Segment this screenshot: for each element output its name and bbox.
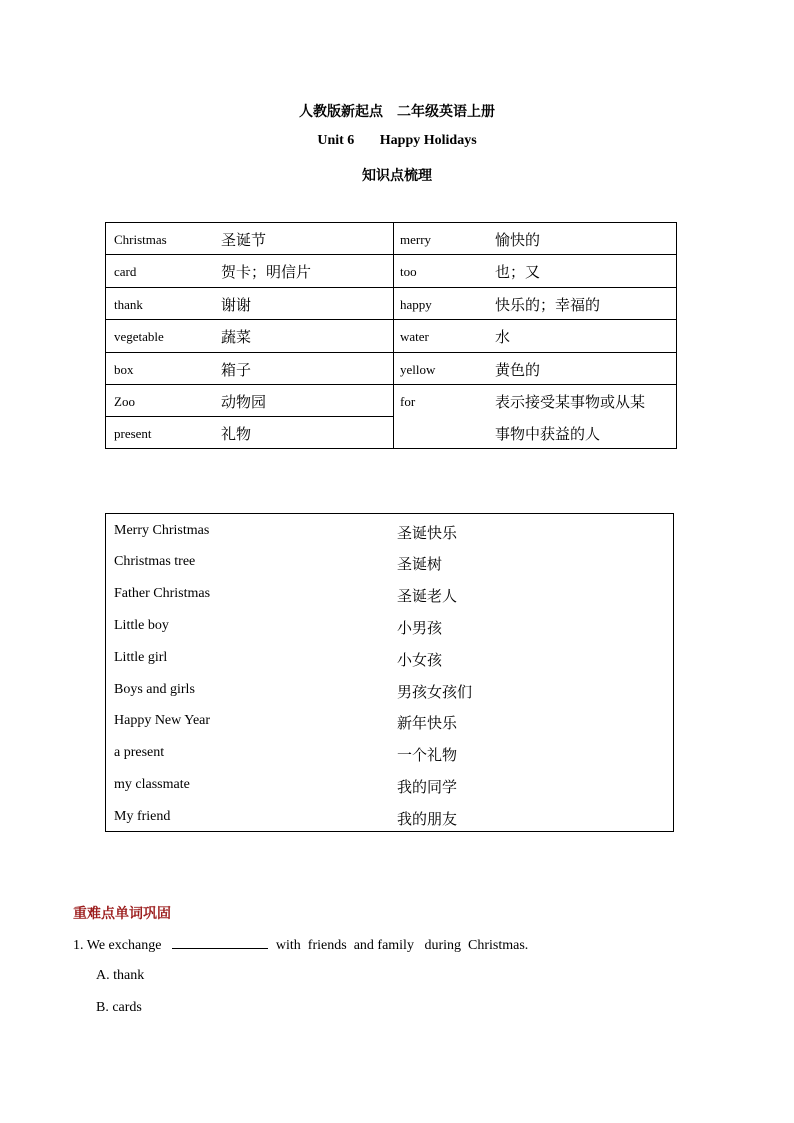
phrase-row [106,585,673,605]
vocab-row [106,320,393,352]
phrase-english: My friend [114,809,171,824]
vocab-row [394,223,676,254]
vocab-row [106,353,393,384]
vocab-row [106,288,393,319]
vocab-word: card [114,264,137,279]
vocab-meaning: 箱子 [221,361,252,379]
option-b[interactable]: B. cards [96,1000,142,1015]
vocab-meaning: 愉快的 [495,231,541,249]
vocab-meaning: 蔬菜 [221,328,252,346]
vocab-meaning: 圣诞节 [221,231,267,249]
vocab-meaning: 黄色的 [495,361,541,379]
phrase-english: Little girl [114,650,168,665]
vocab-word: vegetable [114,329,164,344]
vocab-meaning: 谢谢 [221,296,252,314]
phrase-row [106,744,673,764]
phrase-table [105,513,674,832]
phrase-row [106,681,673,701]
vocab-word: Christmas [114,232,167,247]
phrase-english: Christmas tree [114,554,196,569]
phrase-row [106,776,673,796]
vocab-row [394,320,676,352]
vocab-word: present [114,426,152,441]
phrase-english: a present [114,745,165,760]
phrase-row [106,649,673,669]
phrase-chinese: 新年快乐 [397,714,458,732]
exercise-section-title: 重难点单词巩固 [73,906,171,922]
vocab-row [394,385,676,448]
question-prefix: 1. We exchange [73,938,162,953]
vocab-row [106,417,393,448]
unit-number: Unit 6 [317,133,355,148]
vocab-row [106,255,393,287]
phrase-chinese: 我的同学 [397,778,458,796]
vocab-meaning: 快乐的；幸福的 [495,296,601,314]
phrase-chinese: 我的朋友 [397,810,458,828]
vocab-word: box [114,362,134,377]
vocab-row [106,385,393,416]
phrase-english: Merry Christmas [114,523,210,538]
phrase-row [106,553,673,573]
vocab-word: for [400,394,416,409]
vocab-word: water [400,329,429,344]
phrase-chinese: 圣诞树 [397,555,443,573]
answer-blank[interactable] [172,936,268,949]
vocab-meaning: 也；又 [495,263,541,281]
phrase-chinese: 小女孩 [397,651,443,669]
question-suffix: with friends and family during Christmas. [275,938,529,953]
phrase-chinese: 男孩女孩们 [397,683,473,701]
phrase-row [106,617,673,637]
option-a[interactable]: A. thank [96,968,145,983]
vocab-meaning: 贺卡；明信片 [221,263,312,281]
vocab-table [105,222,677,449]
phrase-chinese: 一个礼物 [397,746,458,764]
phrase-chinese: 小男孩 [397,619,443,637]
vocab-row [106,223,393,254]
vocab-word: happy [400,297,432,312]
phrase-row [106,712,673,732]
vocab-word: too [400,264,417,279]
vocab-word: Zoo [114,394,135,409]
section-heading: 知识点梳理 [362,169,432,184]
phrase-chinese: 圣诞快乐 [397,524,458,542]
vocab-row [394,288,676,319]
vocab-meaning: 礼物 [221,425,252,443]
vocab-word: yellow [400,362,436,377]
phrase-chinese: 圣诞老人 [397,587,458,605]
phrase-english: my classmate [114,777,190,792]
unit-title: Happy Holidays [379,133,477,148]
vocab-meaning: 表示接受某事物或从某 [495,393,646,411]
vocab-meaning: 水 [495,328,511,346]
phrase-row [106,522,673,542]
phrase-english: Little boy [114,618,169,633]
phrase-row [106,808,673,828]
vocab-row [394,353,676,384]
question-1 [73,936,528,954]
unit-heading [0,133,794,149]
phrase-english: Boys and girls [114,682,195,697]
document-title: 人教版新起点 二年级英语上册 [299,105,495,120]
vocab-row [394,255,676,287]
phrase-english: Happy New Year [114,713,211,728]
vocab-meaning: 动物园 [221,393,267,411]
vocab-word: thank [114,297,143,312]
vocab-meaning-line2: 事物中获益的人 [495,425,601,443]
phrase-english: Father Christmas [114,586,211,601]
vocab-word: merry [400,232,432,247]
